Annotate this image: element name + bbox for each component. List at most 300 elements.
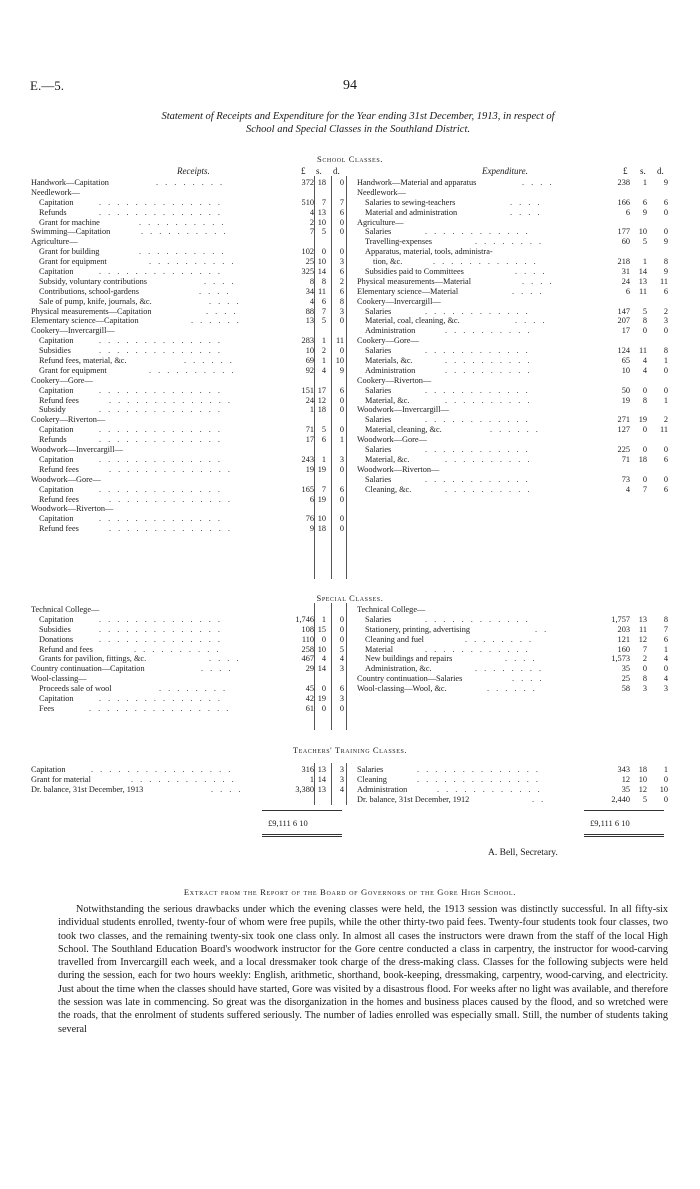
amount-pence: 6	[339, 684, 344, 694]
amount-pounds: 108	[301, 624, 314, 634]
amount-shillings: 14	[317, 664, 326, 674]
ledger-row	[357, 227, 668, 237]
pence-header-right: d.	[657, 166, 664, 176]
amount-pounds: 73	[621, 474, 630, 484]
amount-shillings: 13	[638, 276, 647, 286]
row-label: Capitation	[39, 267, 74, 277]
ledger-row	[357, 208, 668, 218]
amount-shillings: 5	[642, 794, 647, 804]
dot-leader: . . . . . . . . . . . .	[425, 346, 531, 356]
amount-pence: 0	[663, 474, 668, 484]
ledger-row	[31, 664, 344, 674]
amount-pence: 0	[663, 385, 668, 395]
amount-pounds: 325	[301, 267, 314, 277]
ledger-row	[357, 785, 668, 795]
dot-leader: . . . . . . . . . . . . . .	[417, 765, 541, 774]
row-label: Agriculture—	[31, 237, 78, 247]
dot-leader: . . . . . . . . . .	[445, 395, 532, 405]
amount-pence: 0	[339, 614, 344, 624]
ledger-row	[31, 704, 344, 714]
ledger-row	[357, 386, 668, 396]
amount-pence: 4	[339, 784, 344, 794]
row-label: Salaries	[365, 346, 392, 356]
row-label: Capitation	[39, 197, 74, 207]
special-classes-heading: Special Classes.	[316, 593, 384, 603]
amount-shillings: 7	[321, 197, 326, 207]
ledger-row	[31, 386, 344, 396]
dot-leader: . . . . . . . . . . . .	[425, 445, 531, 455]
amount-pence: 3	[339, 694, 344, 704]
ledger-row	[31, 178, 344, 188]
dot-leader: . . . . . . . . . . . . . .	[99, 694, 223, 704]
ledger-row	[357, 635, 668, 645]
row-label: Materials, &c.	[365, 356, 413, 366]
amount-pence: 6	[663, 197, 668, 207]
amount-pounds: 225	[617, 445, 630, 455]
dot-leader: . . . . . . . . . . . . . . . .	[89, 703, 231, 713]
ledger-row	[357, 366, 668, 376]
amount-shillings: 12	[638, 784, 647, 794]
ledger-row	[357, 435, 668, 445]
ledger-row	[31, 287, 344, 297]
amount-pence: 6	[339, 484, 344, 494]
dot-leader: . . . . . . . . . .	[149, 257, 236, 267]
title-line-2: School and Special Classes in the Southland District.	[246, 124, 470, 135]
amount-pounds: 2,440	[611, 794, 630, 804]
dot-leader: . . . .	[201, 664, 234, 674]
column-rule	[331, 176, 332, 579]
ledger-row	[357, 247, 668, 257]
amount-shillings: 0	[321, 703, 326, 713]
row-label: Agriculture—	[357, 217, 404, 227]
ledger-row	[357, 237, 668, 247]
ledger-row	[357, 198, 668, 208]
ledger-row	[31, 396, 344, 406]
amount-pence: 9	[663, 267, 668, 277]
amount-shillings: 1	[642, 257, 647, 267]
amount-pounds: 10	[305, 346, 314, 356]
amount-pence: 2	[339, 276, 344, 286]
row-label: Needlework—	[357, 187, 406, 197]
amount-shillings: 19	[317, 694, 326, 704]
ledger-row	[31, 356, 344, 366]
row-label: Capitation	[39, 454, 74, 464]
ledger-row	[31, 625, 344, 635]
total-rule-bottom-left	[262, 834, 342, 837]
ledger-row	[357, 475, 668, 485]
dot-leader: . . . .	[522, 276, 555, 286]
amount-pence: 0	[663, 445, 668, 455]
ledger-row	[357, 605, 668, 615]
row-label: Refund fees	[39, 524, 79, 534]
dot-leader: . . . . . .	[490, 425, 541, 435]
amount-shillings: 4	[321, 654, 326, 664]
amount-pounds: 24	[621, 276, 630, 286]
row-label: Administration	[357, 784, 408, 794]
amount-shillings: 0	[642, 445, 647, 455]
ledger-row	[31, 425, 344, 435]
amount-pounds: 35	[621, 784, 630, 794]
ledger-row	[357, 795, 668, 805]
dot-leader: . . . . . . . . . .	[445, 356, 532, 366]
row-label: Salaries	[357, 765, 384, 774]
amount-shillings: 13	[638, 614, 647, 624]
amount-shillings: 19	[638, 415, 647, 425]
amount-shillings: 11	[639, 286, 647, 296]
amount-pence: 0	[663, 365, 668, 375]
ledger-row	[357, 257, 668, 267]
dot-leader: . . . .	[522, 178, 555, 187]
amount-pounds: 238	[617, 178, 630, 187]
dot-leader: . . . . . . . . . .	[445, 454, 532, 464]
amount-pence: 1	[663, 356, 668, 366]
amount-pounds: 50	[621, 385, 630, 395]
ledger-row	[31, 775, 344, 785]
amount-pounds: 203	[617, 624, 630, 634]
amount-pounds: 283	[301, 336, 314, 346]
row-label: Refund fees	[39, 464, 79, 474]
ledger-row	[357, 218, 668, 228]
row-label: Apparatus, material, tools, administra-	[365, 247, 493, 257]
ledger-row	[31, 366, 344, 376]
amount-shillings: 10	[317, 644, 326, 654]
amount-pounds: 88	[305, 306, 314, 316]
amount-pence: 8	[663, 614, 668, 624]
amount-pence: 11	[660, 276, 668, 286]
ledger-row	[357, 674, 668, 684]
column-rule	[346, 763, 347, 805]
row-label: Dr. balance, 31st December, 1912	[357, 794, 470, 804]
row-label: Capitation	[39, 425, 74, 435]
ledger-row	[31, 326, 344, 336]
amount-shillings: 5	[321, 425, 326, 435]
ledger-row	[31, 188, 344, 198]
amount-pence: 3	[339, 306, 344, 316]
dot-leader: . . . . . .	[191, 316, 242, 326]
extract-paragraph: Notwithstanding the serious drawbacks under which the evening classes were held, the 1913 session was distinctly successful. In all fifty-six individual students enrolled, twenty-four of whom were free pupils, while the other thirty-two paid fees. Twenty-four students took four classes, two took two classes, and the remaining twenty-six took one class only. In almost all cases the instructors were drawn from the staff of the local High School. The Southland Education Board's woodwork instructor for the Gore centre conducted a class in carpentry, the instructor for wood-carving travelled from Invercargill each week, and a local dressmaker took charge of the dress-making class. Classes for the following subjects were held during the session, each for two hours weekly: English, arithmetic, shorthand, book-keeping, dressmaking, carpentry, wood-carving, and electricity. Just about the time when the classes should have started, Gore was visited by a disastrous flood. For weeks after no light was available, and therefore the session was late in commencing. So great was the disorganization in the homes and business places caused by the flood, and so wretched were the roads, that the enrolment of students suffered seriously. The number of ladies enrolled was especially small. Still, the number of students taking several	[58, 904, 668, 1035]
amount-shillings: 18	[638, 454, 647, 464]
total-rule-top-left	[262, 810, 342, 811]
row-label: Dr. balance, 31st December, 1913	[31, 784, 144, 794]
ledger-row	[357, 465, 668, 475]
dot-leader: . . . .	[510, 197, 543, 207]
amount-shillings: 2	[642, 654, 647, 664]
amount-pounds: 147	[617, 306, 630, 316]
dot-leader: . . . . . .	[184, 356, 235, 366]
amount-shillings: 15	[317, 624, 326, 634]
ledger-row	[31, 615, 344, 625]
amount-pence: 2	[663, 306, 668, 316]
amount-shillings: 1	[321, 614, 326, 624]
amount-pounds: 8	[309, 276, 314, 286]
amount-pence: 1	[663, 395, 668, 405]
row-label: Grants for pavilion, fittings, &c.	[39, 654, 147, 664]
amount-shillings: 0	[642, 326, 647, 336]
ledger-row	[357, 376, 668, 386]
dot-leader: . .	[532, 794, 546, 804]
amount-pounds: 151	[301, 385, 314, 395]
ledger-row	[357, 445, 668, 455]
amount-shillings: 0	[642, 385, 647, 395]
amount-pence: 0	[339, 464, 344, 474]
amount-pence: 0	[339, 514, 344, 524]
row-label: Donations	[39, 634, 74, 644]
amount-pounds: 6	[625, 286, 630, 296]
ledger-row	[357, 405, 668, 415]
dot-leader: . . . . . . . . . .	[445, 365, 532, 375]
amount-pence: 0	[339, 624, 344, 634]
school-receipts-table	[31, 178, 344, 534]
amount-shillings: 7	[321, 306, 326, 316]
amount-pounds: 34	[305, 286, 314, 296]
dot-leader: . . . .	[515, 267, 548, 277]
amount-pence: 0	[339, 524, 344, 534]
row-label: Capitation	[39, 484, 74, 494]
row-label: Administration, &c.	[365, 664, 432, 674]
amount-shillings: 6	[642, 197, 647, 207]
amount-pounds: 4	[309, 207, 314, 217]
row-label: tion, &c.	[373, 257, 403, 267]
dot-leader: . . . . . . . . . . . .	[425, 306, 531, 316]
ledger-row	[357, 267, 668, 277]
ledger-row	[357, 316, 668, 326]
amount-pence: 3	[339, 765, 344, 774]
amount-pounds: 372	[301, 178, 314, 187]
amount-shillings: 0	[321, 634, 326, 644]
dot-leader: . . . . . . . . . .	[141, 227, 228, 237]
row-label: Salaries	[365, 415, 392, 425]
amount-pence: 4	[663, 654, 668, 664]
amount-pounds: 29	[305, 664, 314, 674]
amount-shillings: 18	[317, 178, 326, 187]
amount-pounds: 69	[305, 356, 314, 366]
ledger-row	[357, 336, 668, 346]
dot-leader: . . . . . . . . . . . . . .	[99, 454, 223, 464]
ledger-row	[357, 765, 668, 775]
amount-pounds: 160	[617, 644, 630, 654]
amount-pounds: 467	[301, 654, 314, 664]
ledger-row	[357, 277, 668, 287]
amount-pence: 0	[339, 405, 344, 415]
ledger-row	[31, 445, 344, 455]
dot-leader: . . . . . . . . . .	[445, 326, 532, 336]
amount-shillings: 8	[642, 674, 647, 684]
amount-pounds: 45	[305, 684, 314, 694]
row-label: Cookery—Riverton—	[31, 415, 106, 425]
row-label: Grant for building	[39, 247, 100, 257]
dot-leader: . . . . . . . . . . . .	[425, 644, 531, 654]
ledger-row	[357, 297, 668, 307]
dot-leader: . . . . . . . . . . . . . .	[99, 207, 223, 217]
amount-pence: 6	[339, 286, 344, 296]
ledger-row	[357, 188, 668, 198]
amount-pounds: 258	[301, 644, 314, 654]
ledger-row	[357, 287, 668, 297]
amount-pence: 10	[659, 784, 668, 794]
ledger-row	[31, 277, 344, 287]
ledger-row	[357, 396, 668, 406]
row-label: Refunds	[39, 435, 67, 445]
row-label: Material, &c.	[365, 395, 410, 405]
dot-leader: . . . . . . . .	[159, 684, 228, 694]
row-label: Subsidy	[39, 405, 66, 415]
row-label: Woodwork—Gore—	[357, 435, 427, 445]
ledger-row	[357, 625, 668, 635]
amount-pence: 9	[663, 178, 668, 187]
amount-pounds: 10	[621, 365, 630, 375]
dot-leader: . . . .	[505, 654, 538, 664]
amount-pounds: 71	[621, 454, 630, 464]
ledger-row	[357, 178, 668, 188]
dot-leader: . . . .	[209, 654, 242, 664]
column-rule	[331, 763, 332, 805]
ledger-row	[31, 267, 344, 277]
ledger-row	[357, 775, 668, 785]
school-expenditure-table	[357, 178, 668, 495]
ledger-row	[357, 425, 668, 435]
amount-pounds: 60	[621, 237, 630, 247]
amount-shillings: 7	[642, 644, 647, 654]
amount-pence: 0	[339, 227, 344, 237]
amount-pounds: 1	[309, 405, 314, 415]
amount-pounds: 177	[617, 227, 630, 237]
row-label: Administration	[365, 326, 416, 336]
amount-shillings: 0	[321, 247, 326, 257]
ledger-row	[31, 257, 344, 267]
amount-pounds: 1,746	[295, 614, 314, 624]
dot-leader: . . . . . . . . . . . . . .	[109, 464, 233, 474]
amount-pence: 5	[339, 644, 344, 654]
row-label: Subsidies	[39, 624, 71, 634]
extract-heading: Extract from the Report of the Board of Governors of the Gore High School.	[183, 887, 517, 897]
amount-pence: 7	[339, 197, 344, 207]
amount-pounds: 9	[309, 524, 314, 534]
amount-shillings: 18	[317, 405, 326, 415]
amount-shillings: 9	[642, 207, 647, 217]
amount-shillings: 6	[321, 296, 326, 306]
amount-shillings: 14	[317, 774, 326, 784]
amount-shillings: 13	[317, 784, 326, 794]
row-label: Cleaning	[357, 774, 387, 784]
amount-pence: 0	[339, 425, 344, 435]
amount-pence: 0	[339, 217, 344, 227]
row-label: Swimming—Capitation	[31, 227, 111, 237]
row-label: Cleaning, &c.	[365, 484, 412, 494]
amount-shillings: 1	[321, 336, 326, 346]
dot-leader: . . . . . . . . . .	[134, 644, 221, 654]
ledger-row	[31, 455, 344, 465]
ledger-row	[357, 654, 668, 664]
amount-pounds: 316	[301, 765, 314, 774]
statement-title	[58, 110, 658, 136]
amount-shillings: 8	[642, 395, 647, 405]
amount-pounds: 19	[621, 395, 630, 405]
row-label: Capitation	[39, 336, 74, 346]
amount-pounds: 510	[301, 197, 314, 207]
amount-pounds: 110	[301, 634, 314, 644]
amount-pounds: 35	[621, 664, 630, 674]
row-label: Contributions, school-gardens	[39, 286, 140, 296]
amount-shillings: 8	[321, 276, 326, 286]
amount-pence: 11	[660, 425, 668, 435]
dot-leader: . . . . . . . . . .	[149, 365, 236, 375]
amount-shillings: 12	[317, 395, 326, 405]
amount-pence: 9	[339, 365, 344, 375]
amount-pounds: 6	[309, 494, 314, 504]
ledger-row	[31, 524, 344, 534]
row-label: Capitation	[39, 614, 74, 624]
dot-leader: . . . . . . . . . . . . . .	[99, 484, 223, 494]
row-label: Salaries	[365, 306, 392, 316]
dot-leader: . . . . . . . . . . . .	[425, 614, 531, 624]
amount-pence: 11	[336, 336, 344, 346]
ledger-row	[31, 297, 344, 307]
dot-leader: . . . . . . . . . . . .	[425, 227, 531, 237]
amount-pence: 6	[663, 286, 668, 296]
pounds-header-right: £	[623, 166, 628, 176]
amount-pounds: 3,380	[295, 784, 314, 794]
amount-shillings: 0	[321, 684, 326, 694]
amount-pence: 6	[663, 454, 668, 464]
shillings-header-left: s.	[316, 166, 322, 176]
amount-shillings: 3	[642, 684, 647, 694]
row-label: Salaries	[365, 227, 392, 237]
ledger-row	[357, 645, 668, 655]
amount-pence: 0	[339, 247, 344, 257]
amount-shillings: 5	[321, 227, 326, 237]
amount-shillings: 10	[638, 227, 647, 237]
dot-leader: . . . .	[512, 286, 545, 296]
dot-leader: . . . . . . . . . . . . . .	[99, 614, 223, 624]
dot-leader: . . . . . . . . . .	[445, 484, 532, 494]
row-label: Country continuation—Salaries	[357, 674, 463, 684]
ledger-row	[357, 307, 668, 317]
amount-shillings: 7	[642, 484, 647, 494]
special-receipts-table	[31, 605, 344, 714]
dot-leader: . . . . . . . . . .	[139, 247, 226, 257]
amount-shillings: 11	[318, 286, 326, 296]
row-label: Proceeds sale of wool	[39, 684, 112, 694]
row-label: Woodwork—Riverton—	[31, 504, 114, 514]
row-label: Capitation	[31, 765, 66, 774]
ledger-row	[31, 785, 344, 795]
dot-leader: . . . .	[206, 306, 239, 316]
amount-shillings: 10	[317, 217, 326, 227]
row-label: Cookery—Gore—	[31, 375, 93, 385]
shillings-header-right: s.	[640, 166, 646, 176]
amount-pounds: 165	[301, 484, 314, 494]
ledger-row	[31, 605, 344, 615]
dot-leader: . . . . . . . . . . . . . .	[99, 346, 223, 356]
dot-leader: . . . . . . . . . . . .	[437, 784, 543, 794]
amount-shillings: 13	[317, 207, 326, 217]
amount-pence: 4	[339, 654, 344, 664]
ledger-row	[31, 405, 344, 415]
row-label: Wool-classing—	[31, 674, 87, 684]
total-rule-top-right	[584, 810, 664, 811]
amount-pounds: 4	[625, 484, 630, 494]
dot-leader: . . . .	[211, 784, 244, 794]
ledger-row	[31, 237, 344, 247]
amount-pounds: 102	[301, 247, 314, 257]
amount-pounds: 25	[305, 257, 314, 267]
row-label: Woodwork—Invercargill—	[357, 405, 449, 415]
dot-leader: . . . . . . . . . . . . . .	[109, 395, 233, 405]
dot-leader: . . . . . . . . . . . . . .	[417, 774, 541, 784]
ledger-row	[31, 654, 344, 664]
amount-pence: 6	[339, 267, 344, 277]
dot-leader: . . . . . . . .	[156, 178, 225, 187]
